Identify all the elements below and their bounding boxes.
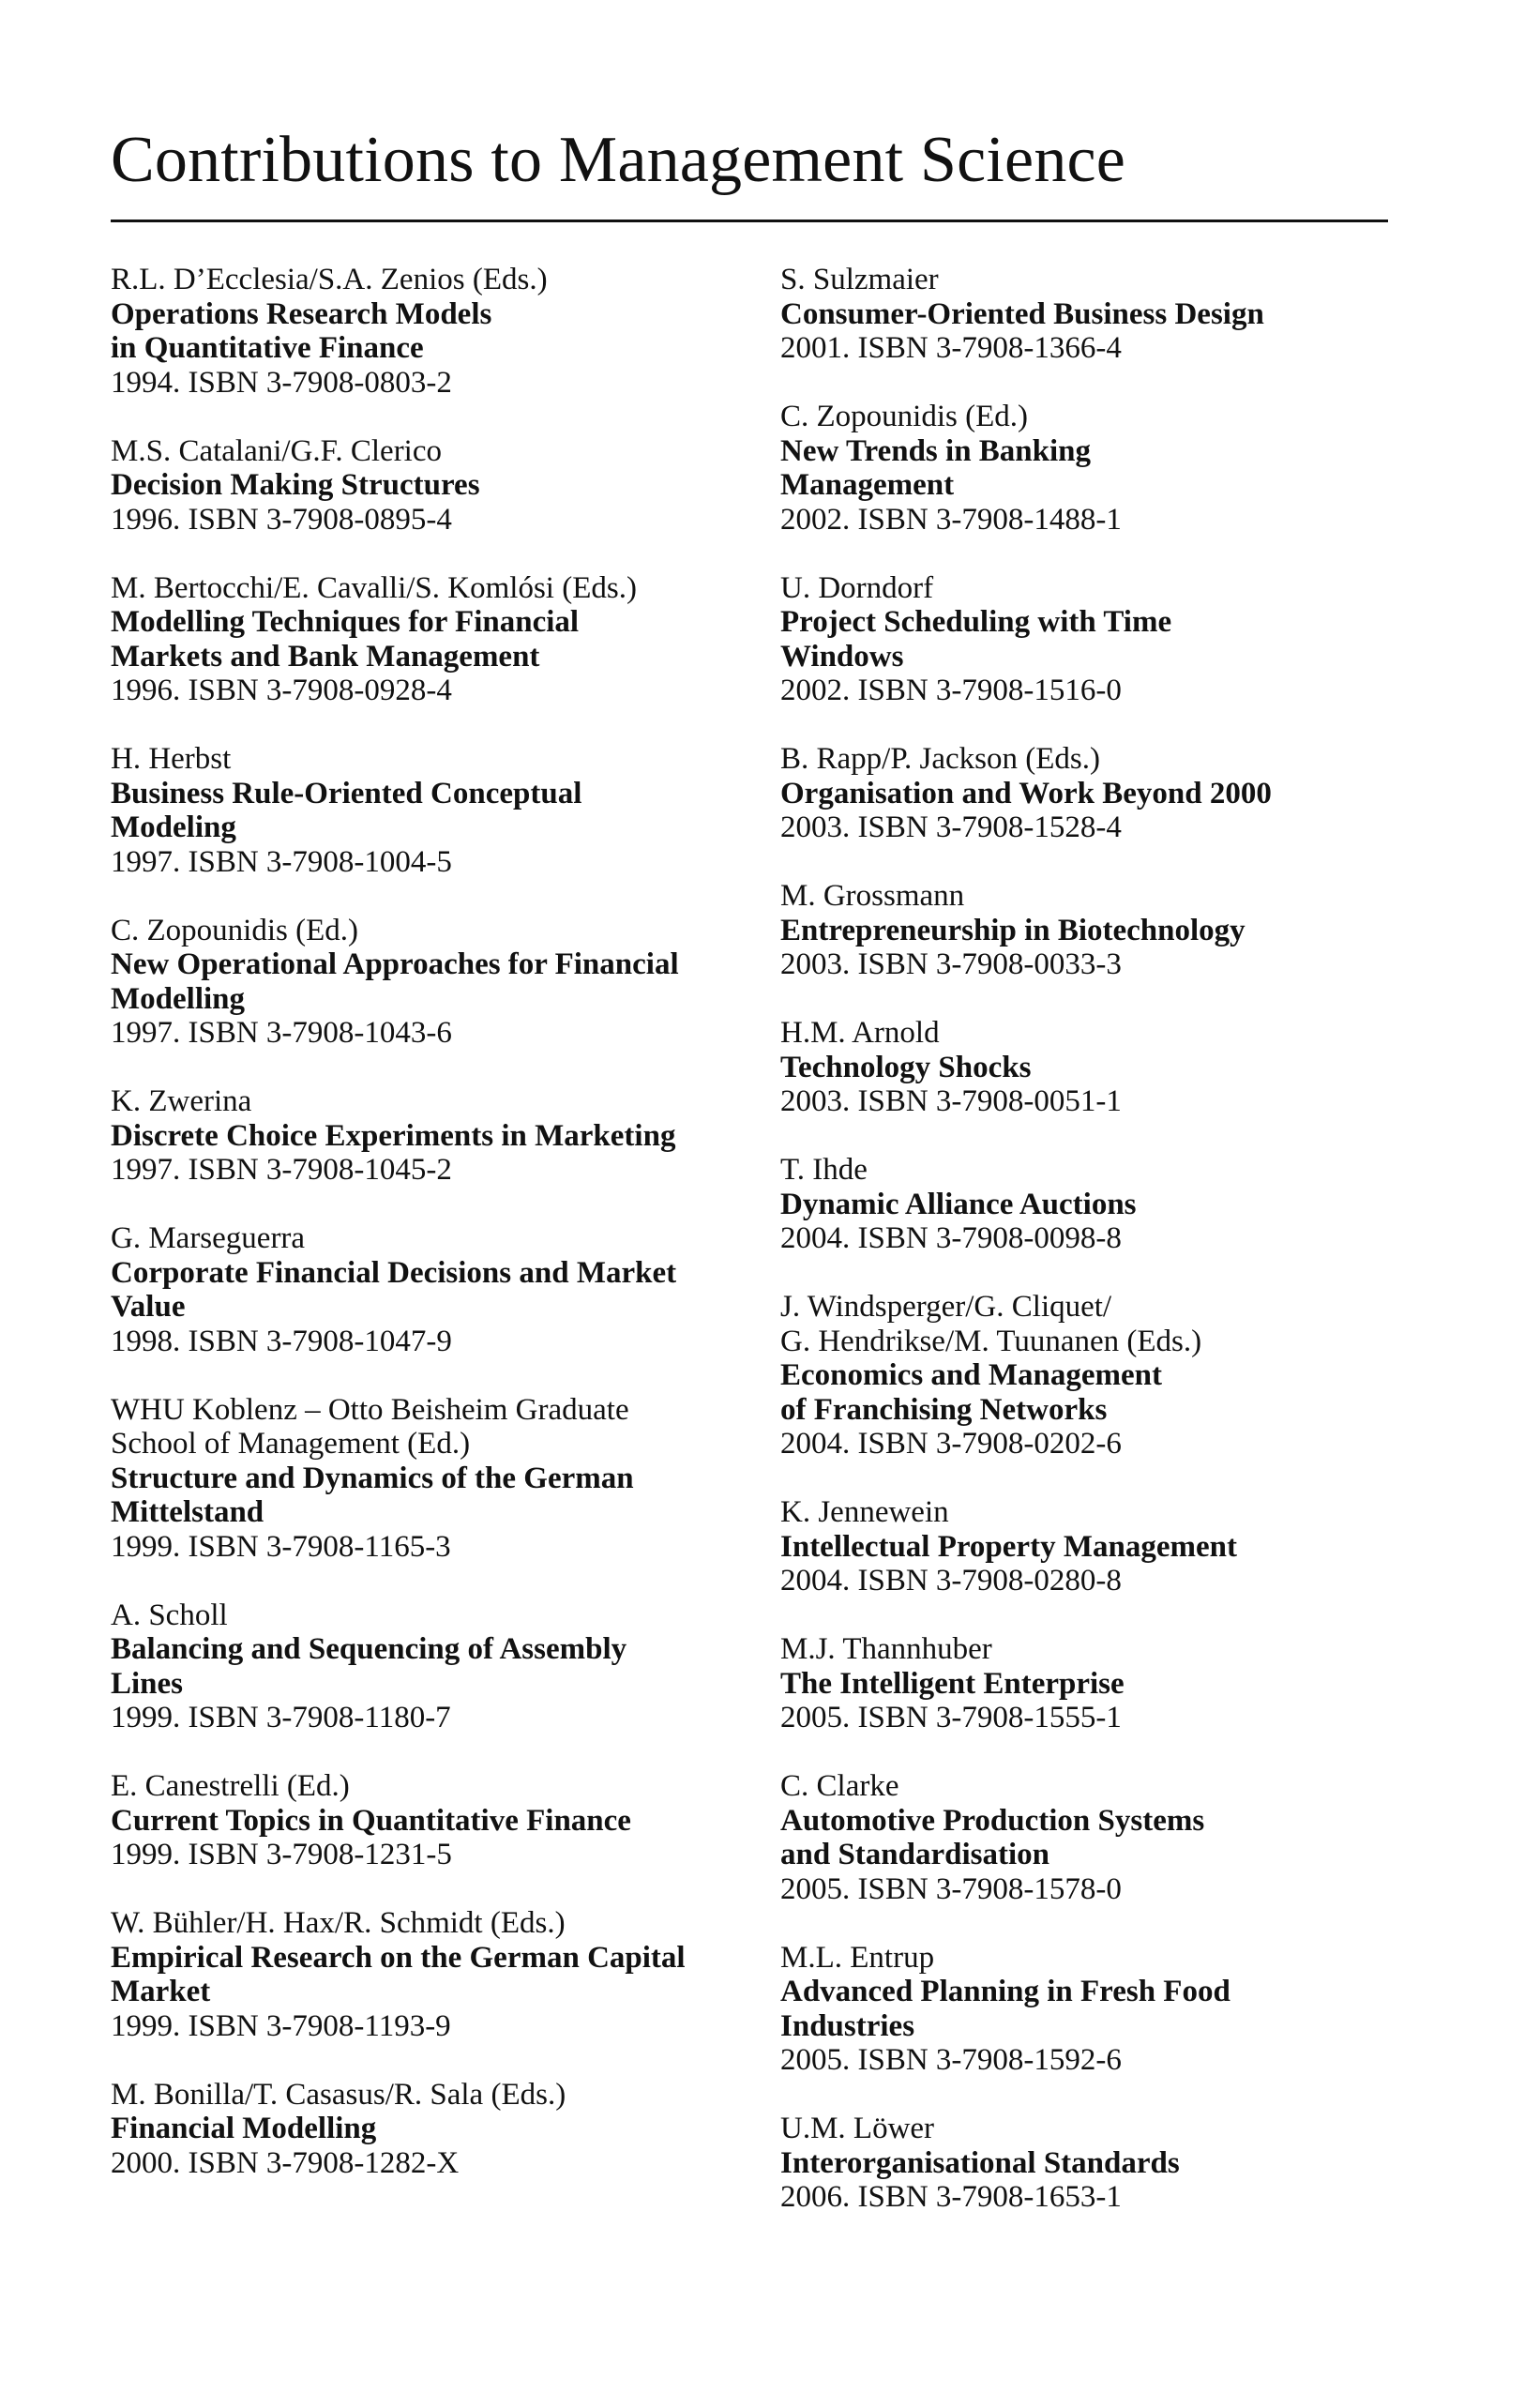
book-title: of Franchising Networks xyxy=(780,1392,1108,1427)
book-authors: H. Herbst xyxy=(111,742,232,776)
book-authors: C. Zopounidis (Ed.) xyxy=(780,400,1028,433)
book-authors: School of Management (Ed.) xyxy=(111,1427,471,1461)
book-entry xyxy=(780,1941,1399,2078)
book-title: Market xyxy=(111,1975,211,2008)
book-authors: U.M. Löwer xyxy=(780,2112,935,2145)
book-publication-info: 1997. ISBN 3-7908-1045-2 xyxy=(111,1153,452,1187)
title-rule xyxy=(111,220,1388,222)
book-title: Dynamic Alliance Auctions xyxy=(780,1187,1137,1221)
book-publication-info: 1997. ISBN 3-7908-1043-6 xyxy=(111,1016,452,1050)
book-entry xyxy=(780,1769,1399,1906)
book-title: The Intelligent Enterprise xyxy=(780,1666,1125,1701)
book-entry xyxy=(780,571,1399,708)
book-authors: B. Rapp/P. Jackson (Eds.) xyxy=(780,742,1100,776)
book-title: Entrepreneurship in Biotechnology xyxy=(780,913,1246,947)
book-authors: K. Jennewein xyxy=(780,1495,949,1529)
book-authors: M.J. Thannhuber xyxy=(780,1632,992,1666)
book-entry xyxy=(111,914,767,1051)
book-entry xyxy=(111,1598,767,1735)
book-title: Technology Shocks xyxy=(780,1050,1032,1084)
book-title: Corporate Financial Decisions and Market xyxy=(111,1255,677,1290)
book-title: New Operational Approaches for Financial xyxy=(111,947,679,981)
book-authors: C. Zopounidis (Ed.) xyxy=(111,913,358,947)
book-title: Automotive Production Systems xyxy=(780,1803,1205,1838)
book-entry xyxy=(111,571,767,708)
book-authors: S. Sulzmaier xyxy=(780,263,939,296)
book-authors: M. Bonilla/T. Casasus/R. Sala (Eds.) xyxy=(111,2077,566,2112)
book-publication-info: 1998. ISBN 3-7908-1047-9 xyxy=(111,1324,452,1358)
book-authors: J. Windsperger/G. Cliquet/ xyxy=(780,1290,1112,1324)
book-title: Organisation and Work Beyond 2000 xyxy=(780,776,1272,810)
book-publication-info: 2005. ISBN 3-7908-1592-6 xyxy=(780,2043,1122,2077)
book-entry xyxy=(111,1906,767,2043)
book-entry xyxy=(111,263,767,400)
book-authors: W. Bühler/H. Hax/R. Schmidt (Eds.) xyxy=(111,1906,566,1940)
book-publication-info: 1999. ISBN 3-7908-1180-7 xyxy=(111,1701,451,1734)
book-authors: C. Clarke xyxy=(780,1769,899,1803)
book-entry xyxy=(780,1495,1399,1598)
book-title: Markets and Bank Management xyxy=(111,639,540,674)
book-authors: T. Ihde xyxy=(780,1153,868,1187)
book-publication-info: 1994. ISBN 3-7908-0803-2 xyxy=(111,365,452,400)
book-entry xyxy=(780,742,1399,845)
book-title: in Quantitative Finance xyxy=(111,331,424,365)
book-authors: G. Marseguerra xyxy=(111,1221,306,1255)
book-publication-info: 2004. ISBN 3-7908-0280-8 xyxy=(780,1564,1122,1598)
book-entry xyxy=(780,879,1399,982)
book-title: Interorganisational Standards xyxy=(780,2145,1180,2180)
book-publication-info: 2003. ISBN 3-7908-1528-4 xyxy=(780,810,1122,844)
book-publication-info: 2006. ISBN 3-7908-1653-1 xyxy=(780,2180,1122,2214)
book-entry xyxy=(111,1084,767,1188)
left-column xyxy=(111,263,767,2180)
book-title: Intellectual Property Management xyxy=(780,1529,1237,1564)
book-title: Advanced Planning in Fresh Food xyxy=(780,1975,1230,2008)
book-publication-info: 2002. ISBN 3-7908-1516-0 xyxy=(780,674,1122,707)
book-title: Current Topics in Quantitative Finance xyxy=(111,1803,631,1838)
book-title: Modelling xyxy=(111,981,246,1016)
book-authors: WHU Koblenz – Otto Beisheim Graduate xyxy=(111,1392,629,1427)
book-title: Mittelstand xyxy=(111,1495,264,1529)
book-publication-info: 2003. ISBN 3-7908-0051-1 xyxy=(780,1084,1122,1118)
book-title: New Trends in Banking xyxy=(780,433,1092,468)
book-title: Windows xyxy=(780,639,904,674)
book-title: Discrete Choice Experiments in Marketing xyxy=(111,1118,676,1153)
book-entry xyxy=(780,1153,1399,1256)
book-title: Structure and Dynamics of the German xyxy=(111,1461,634,1495)
book-title: Balancing and Sequencing of Assembly xyxy=(111,1632,627,1666)
book-authors: M. Bertocchi/E. Cavalli/S. Komlósi (Eds.) xyxy=(111,570,637,605)
book-publication-info: 2005. ISBN 3-7908-1578-0 xyxy=(780,1871,1122,1906)
book-title: Empirical Research on the German Capital xyxy=(111,1940,686,1975)
book-entry xyxy=(780,400,1399,537)
book-title: Value xyxy=(111,1290,186,1324)
book-entry xyxy=(111,2078,767,2181)
book-entry xyxy=(780,1290,1399,1462)
book-publication-info: 2004. ISBN 3-7908-0098-8 xyxy=(780,1221,1122,1255)
book-title: Project Scheduling with Time xyxy=(780,605,1172,639)
book-publication-info: 2000. ISBN 3-7908-1282-X xyxy=(111,2145,460,2180)
right-column xyxy=(780,263,1399,2215)
book-publication-info: 1997. ISBN 3-7908-1004-5 xyxy=(111,844,452,879)
book-entry xyxy=(780,1632,1399,1735)
page-title: Contributions to Management Science xyxy=(111,124,1126,196)
book-entry xyxy=(111,742,767,879)
book-authors: M. Grossmann xyxy=(780,879,965,913)
book-title: Industries xyxy=(780,2008,915,2043)
book-title: Economics and Management xyxy=(780,1358,1162,1392)
book-publication-info: 2003. ISBN 3-7908-0033-3 xyxy=(780,947,1122,981)
book-title: Modeling xyxy=(111,810,236,844)
book-entry xyxy=(780,263,1399,366)
book-authors: G. Hendrikse/M. Tuunanen (Eds.) xyxy=(780,1324,1202,1358)
book-authors: A. Scholl xyxy=(111,1598,228,1632)
book-entry xyxy=(780,2112,1399,2215)
book-authors: M.S. Catalani/G.F. Clerico xyxy=(111,433,442,468)
book-authors: H.M. Arnold xyxy=(780,1016,940,1050)
book-entry xyxy=(111,1393,767,1565)
book-entry xyxy=(780,1016,1399,1119)
book-title: Modelling Techniques for Financial xyxy=(111,605,580,639)
book-title: and Standardisation xyxy=(780,1838,1050,1871)
book-authors: U. Dorndorf xyxy=(780,570,934,605)
book-authors: R.L. D’Ecclesia/S.A. Zenios (Eds.) xyxy=(111,263,548,296)
book-title: Consumer-Oriented Business Design xyxy=(780,296,1264,331)
book-title: Financial Modelling xyxy=(111,2112,377,2145)
book-publication-info: 2005. ISBN 3-7908-1555-1 xyxy=(780,1701,1122,1734)
book-entry xyxy=(111,1769,767,1872)
book-title: Management xyxy=(780,468,955,502)
book-publication-info: 2004. ISBN 3-7908-0202-6 xyxy=(780,1427,1122,1461)
book-title: Business Rule-Oriented Conceptual xyxy=(111,776,582,810)
book-publication-info: 1996. ISBN 3-7908-0928-4 xyxy=(111,674,452,707)
book-title: Lines xyxy=(111,1666,184,1701)
book-title: Decision Making Structures xyxy=(111,468,480,502)
book-publication-info: 1999. ISBN 3-7908-1231-5 xyxy=(111,1838,452,1871)
book-publication-info: 2002. ISBN 3-7908-1488-1 xyxy=(780,502,1122,537)
book-title: Operations Research Models xyxy=(111,296,492,331)
book-authors: K. Zwerina xyxy=(111,1084,252,1118)
book-authors: M.L. Entrup xyxy=(780,1940,935,1975)
book-publication-info: 1996. ISBN 3-7908-0895-4 xyxy=(111,502,452,537)
book-entry xyxy=(111,434,767,538)
book-authors: E. Canestrelli (Ed.) xyxy=(111,1769,350,1803)
book-entry xyxy=(111,1221,767,1358)
book-publication-info: 2001. ISBN 3-7908-1366-4 xyxy=(780,331,1122,365)
book-publication-info: 1999. ISBN 3-7908-1165-3 xyxy=(111,1529,451,1564)
book-publication-info: 1999. ISBN 3-7908-1193-9 xyxy=(111,2008,451,2043)
